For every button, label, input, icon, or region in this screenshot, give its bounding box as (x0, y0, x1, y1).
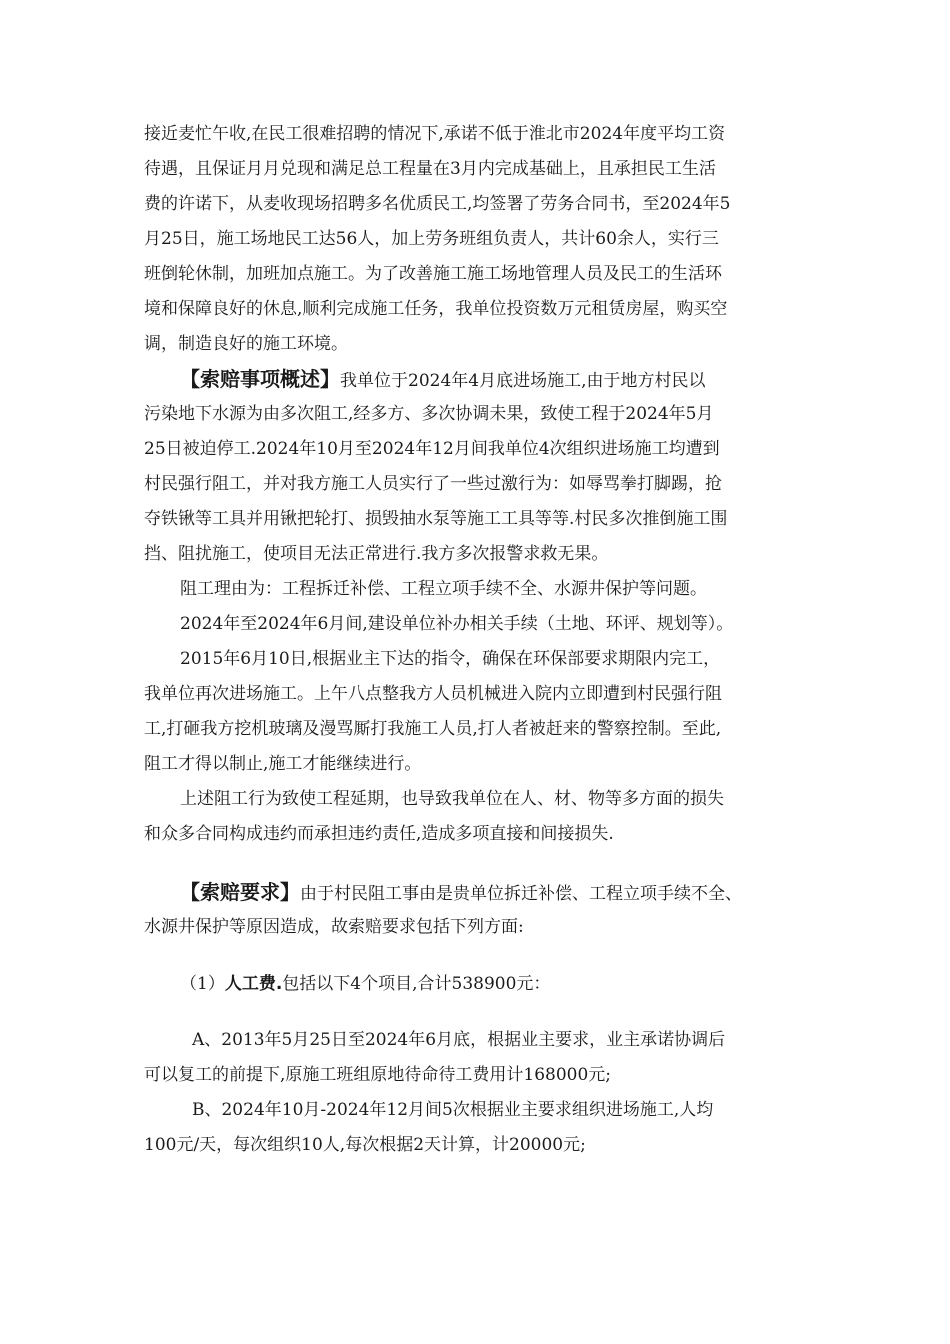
body-text-line: 接近麦忙午收,在民工很难招聘的情况下,承诺不低于淮北市2024年度平均工资 (144, 124, 726, 144)
body-text-line: 100元/天，每次组织10人,每次根据2天计算，计20000元; (144, 1135, 586, 1155)
claim-first-line (180, 880, 742, 906)
body-text-line: 夺铁锹等工具并用锹把轮打、损毁抽水泵等施工工具等等.村民多次推倒施工围 (144, 509, 728, 529)
body-text-line: 境和保障良好的休息,顺利完成施工任务，我单位投资数万元租赁房屋，购买空 (144, 299, 728, 319)
body-text-line: 村民强行阻工，并对我方施工人员实行了一些过激行为：如辱骂拳打脚踢，抢 (144, 474, 722, 494)
body-text-line: 水源井保护等原因造成，故索赔要求包括下列方面: (144, 917, 524, 937)
overview-heading: 【索赔事项概述】 (180, 367, 340, 391)
overview-first-line (180, 367, 705, 393)
claim-first-line-text: 由于村民阻工事由是贵单位拆迁补偿、工程立项手续不全、 (300, 884, 742, 904)
item-b-line: B、2024年10月-2024年12月间5次根据业主要求组织进场施工,人均 (192, 1100, 714, 1120)
body-text-line: 班倒轮休制，加班加点施工。为了改善施工施工场地管理人员及民工的生活环 (144, 264, 722, 284)
body-text-line: 工,打砸我方挖机玻璃及漫骂厮打我施工人员,打人者被赶来的警察控制。至此, (144, 719, 722, 739)
body-text-line: 挡、阻扰施工，使项目无法正常进行.我方多次报警求救无果。 (144, 544, 609, 564)
procedures-paragraph: 2024年至2024年6月间,建设单位补办相关手续（土地、环评、规划等）。 (180, 614, 734, 634)
body-text-line: 月25日，施工场地民工达56人，加上劳务班组负责人，共计60余人，实行三 (144, 229, 719, 249)
overview-first-line-text: 我单位于2024年4月底进场施工,由于地方村民以 (340, 371, 706, 391)
body-text-line: 和众多合同构成违约而承担违约责任,造成多项直接和间接损失. (144, 824, 614, 844)
item-a-line: A、2013年5月25日至2024年6月底，根据业主要求，业主承诺协调后 (192, 1030, 726, 1050)
body-text-line: 25日被迫停工.2024年10月至2024年12月间我单位4次组织进场施工均遭到 (144, 439, 720, 459)
item-1-text: 包括以下4个项目,合计538900元： (282, 974, 551, 994)
body-text-line: 我单位再次进场施工。上午八点整我方人员机械进入院内立即遭到村民强行阻 (144, 684, 722, 704)
item-1-line (180, 972, 550, 996)
body-text-line: 费的许诺下，从麦收现场招聘多名优质民工,均签署了劳务合同书，至2024年5 (144, 194, 731, 214)
body-text-line: 上述阻工行为致使工程延期，也导致我单位在人、材、物等多方面的损失 (180, 789, 724, 809)
body-text-line: 阻工才得以制止,施工才能继续进行。 (144, 754, 422, 774)
body-text-line: 调，制造良好的施工环境。 (144, 334, 348, 354)
body-text-line: 可以复工的前提下,原施工班组原地待命待工费用计168000元; (144, 1065, 612, 1085)
body-text-line: 待遇，且保证月月兑现和满足总工程量在3月内完成基础上，且承担民工生活 (144, 159, 716, 179)
item-1-prefix: （1） (180, 974, 225, 994)
reason-paragraph: 阻工理由为：工程拆迁补偿、工程立项手续不全、水源井保护等问题。 (180, 579, 707, 599)
body-text-line: 污染地下水源为由多次阻工,经多方、多次协调未果，致使工程于2024年5月 (144, 404, 714, 424)
item-1-title: 人工费. (224, 974, 283, 994)
body-text-line: 2015年6月10日,根据业主下达的指令，确保在环保部要求期限内完工， (180, 649, 721, 669)
claim-heading: 【索赔要求】 (180, 880, 300, 904)
